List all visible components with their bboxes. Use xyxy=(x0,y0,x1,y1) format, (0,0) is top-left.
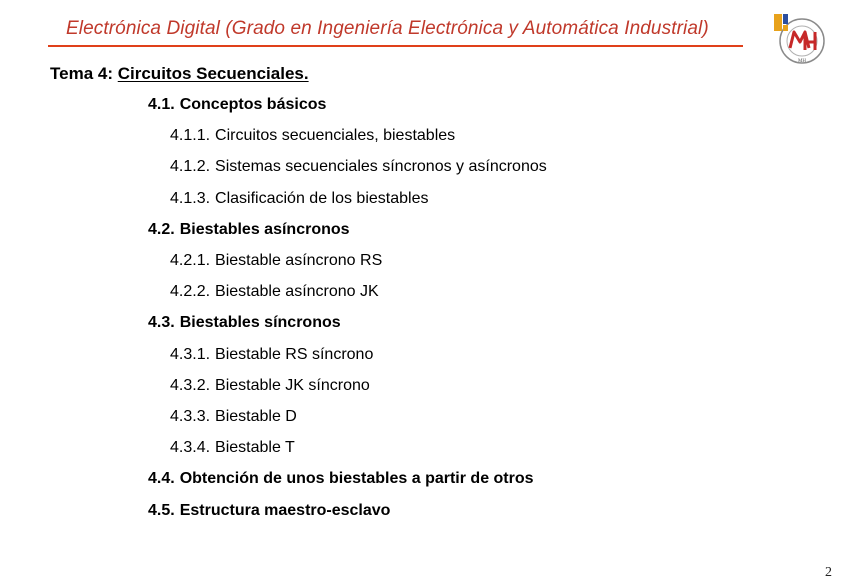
outline-label: Sistemas secuenciales síncronos y asíncronos xyxy=(215,158,547,176)
outline-number: 4.3.2. xyxy=(170,376,211,394)
outline-number: 4.2.2. xyxy=(170,283,211,301)
outline-label: Biestable JK síncrono xyxy=(215,376,370,394)
outline-subsection xyxy=(170,346,373,364)
outline-label: Biestable asíncrono JK xyxy=(215,283,379,301)
outline-number: 4.3.1. xyxy=(170,345,211,363)
outline-section xyxy=(148,221,350,239)
outline-subsection xyxy=(170,283,379,301)
outline-number: 4.3.4. xyxy=(170,439,211,457)
page-number: 2 xyxy=(825,565,832,580)
outline-label: Biestable RS síncrono xyxy=(215,345,374,363)
outline-label: Biestable asíncrono RS xyxy=(215,252,383,269)
outline-number: 4.1.3. xyxy=(170,189,211,207)
outline-section xyxy=(148,96,326,114)
outline-label: Conceptos básicos xyxy=(179,96,327,113)
outline-number: 4.2.1. xyxy=(170,252,211,269)
outline-subsection xyxy=(170,190,428,208)
outline-number: 4.5. xyxy=(148,501,175,519)
outline-number: 4.4. xyxy=(148,470,175,488)
outline-section xyxy=(148,314,341,332)
outline-label: Circuitos secuenciales, biestables xyxy=(215,127,456,145)
outline-number: 4.1. xyxy=(148,96,175,113)
outline-subsection xyxy=(170,252,382,270)
header-title: Electrónica Digital (Grado en Ingeniería Electrónica y Automática Industrial) xyxy=(66,18,709,39)
svg-text:MH: MH xyxy=(797,59,807,64)
outline-subsection xyxy=(170,158,547,176)
outline-number: 4.2. xyxy=(148,220,175,238)
outline-subsection xyxy=(170,439,295,457)
outline-label: Clasificación de los biestables xyxy=(215,189,429,207)
outline-label: Biestable D xyxy=(215,408,297,425)
outline-subsection xyxy=(170,408,297,426)
outline-number: 4.3. xyxy=(148,314,175,332)
outline-section xyxy=(148,502,390,520)
outline-label: Biestable T xyxy=(215,439,295,457)
outline-section xyxy=(148,470,534,488)
outline-label: Obtención de unos biestables a partir de otros xyxy=(179,470,534,488)
outline-subsection xyxy=(170,127,455,145)
outline-number: 4.3.3. xyxy=(170,408,211,425)
topic-name: Circuitos Secuenciales. xyxy=(117,64,309,83)
outline-subsection xyxy=(170,377,370,395)
outline-number: 4.1.1. xyxy=(170,127,211,145)
outline-label: Biestables síncronos xyxy=(179,314,341,332)
outline-label: Estructura maestro-esclavo xyxy=(179,501,391,519)
outline-number: 4.1.2. xyxy=(170,158,211,176)
outline-label: Biestables asíncronos xyxy=(179,220,350,238)
topic-prefix: Tema 4: xyxy=(50,64,113,83)
